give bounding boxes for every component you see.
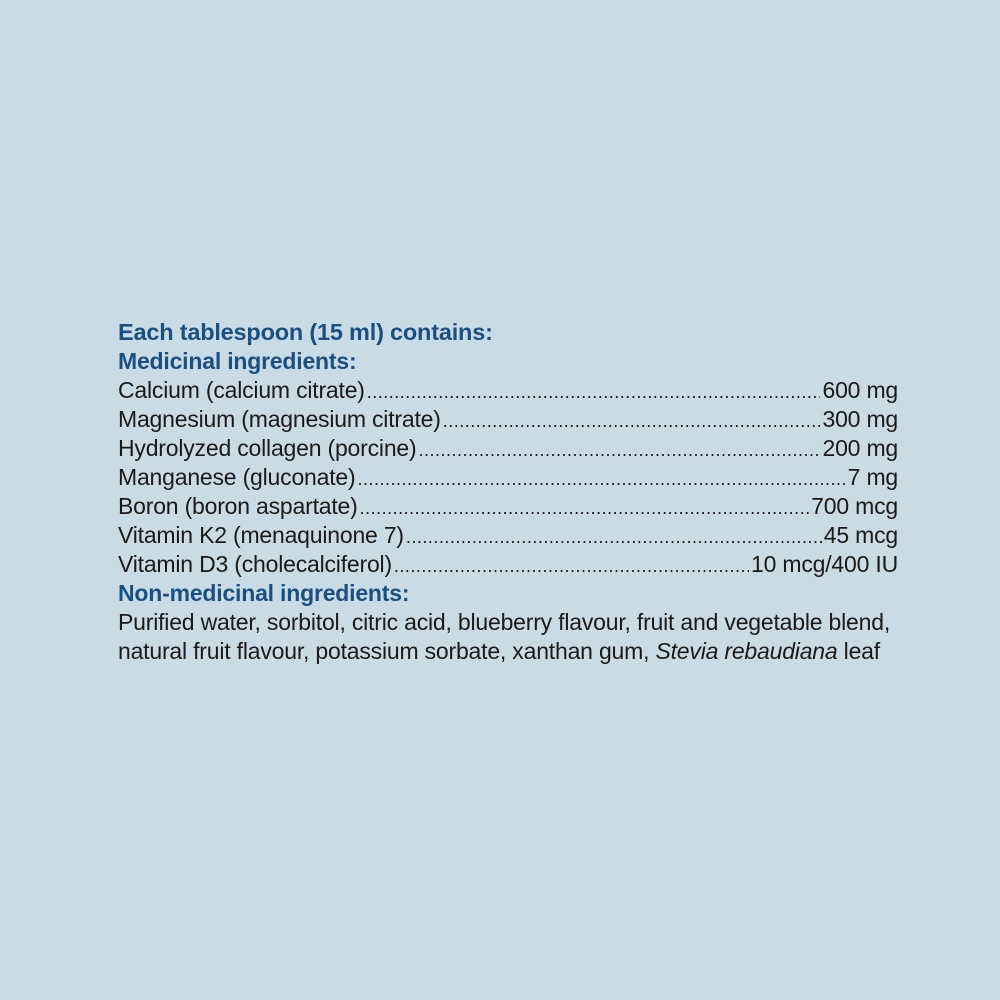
ingredient-amount: 200 mg bbox=[822, 435, 898, 461]
dot-leader bbox=[418, 436, 820, 465]
ingredient-name: Calcium (calcium citrate) bbox=[118, 377, 365, 403]
non-medicinal-ingredients-heading: Non-medicinal ingredients: bbox=[118, 580, 410, 606]
non-medicinal-italic-name: Stevia rebaudiana bbox=[655, 638, 838, 664]
ingredient-row bbox=[118, 463, 898, 492]
ingredient-amount: 7 mg bbox=[847, 464, 898, 490]
ingredient-amount: 600 mg bbox=[822, 377, 898, 403]
ingredient-row bbox=[118, 492, 898, 521]
dot-leader bbox=[406, 523, 822, 552]
ingredient-name: Hydrolyzed collagen (porcine) bbox=[118, 435, 417, 461]
ingredient-name: Vitamin D3 (cholecalciferol) bbox=[118, 551, 392, 577]
ingredient-name: Manganese (gluconate) bbox=[118, 464, 356, 490]
ingredient-name: Vitamin K2 (menaquinone 7) bbox=[118, 522, 404, 548]
ingredient-name: Magnesium (magnesium citrate) bbox=[118, 406, 441, 432]
ingredient-row bbox=[118, 434, 898, 463]
dot-leader bbox=[443, 407, 821, 436]
dot-leader bbox=[394, 552, 749, 581]
ingredient-amount: 300 mg bbox=[822, 406, 898, 432]
ingredient-amount: 10 mcg/400 IU bbox=[751, 551, 898, 577]
dot-leader bbox=[367, 378, 821, 407]
ingredient-amount: 700 mcg bbox=[811, 493, 898, 519]
non-medicinal-text-after: leaf bbox=[837, 638, 880, 664]
serving-size-heading: Each tablespoon (15 ml) contains: bbox=[118, 319, 493, 345]
ingredient-amount: 45 mcg bbox=[823, 522, 898, 548]
ingredient-row bbox=[118, 521, 898, 550]
ingredients-panel bbox=[118, 318, 898, 666]
ingredient-row bbox=[118, 550, 898, 579]
dot-leader bbox=[360, 494, 810, 523]
ingredient-name: Boron (boron aspartate) bbox=[118, 493, 358, 519]
non-medicinal-ingredients-text bbox=[118, 608, 898, 666]
ingredient-row bbox=[118, 376, 898, 405]
medicinal-ingredients-heading: Medicinal ingredients: bbox=[118, 348, 357, 374]
dot-leader bbox=[357, 465, 845, 494]
non-medicinal-text-before: Purified water, sorbitol, citric acid, blueberry flavour, fruit and vegetable blend, natural fruit flavour, potassium sorbate, xanthan gum, bbox=[118, 609, 891, 664]
ingredient-row bbox=[118, 405, 898, 434]
